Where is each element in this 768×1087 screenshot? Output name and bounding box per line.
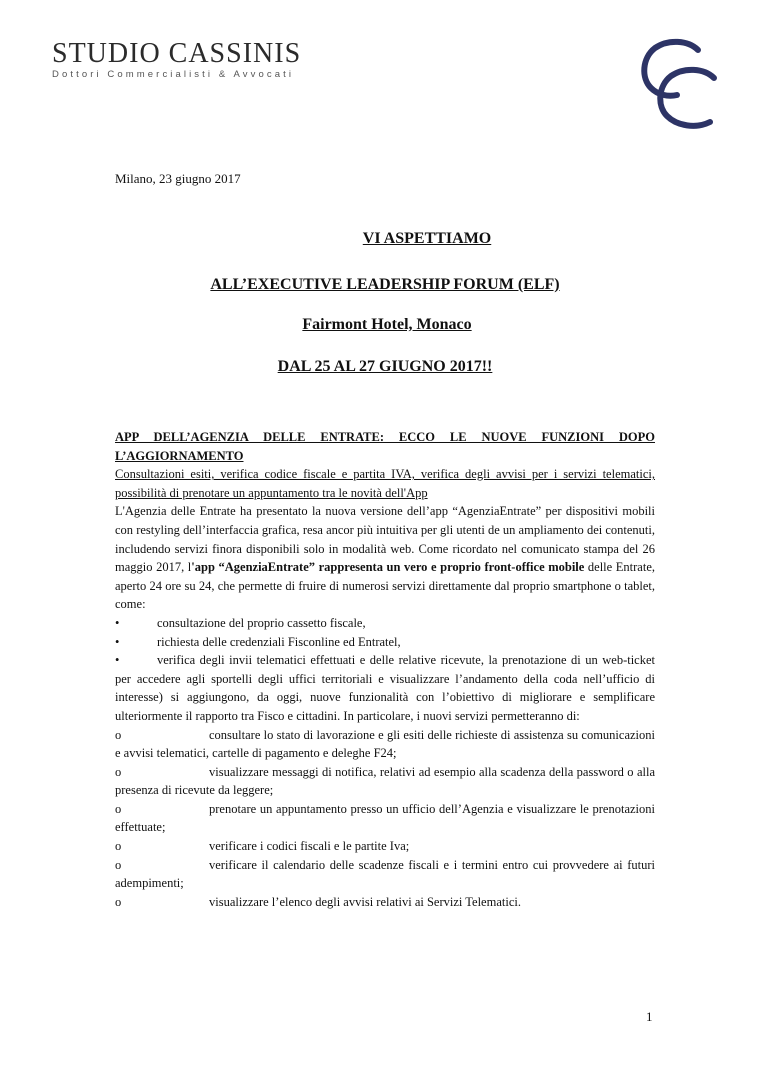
bullet-mark: • [115,653,120,668]
bullet-item-long [115,651,655,725]
bullet-mark: • [115,615,120,630]
service-text: visualizzare l’elenco degli avvisi relativi ai Servizi Telematici. [209,894,521,909]
service-mark: o [115,764,122,779]
bullet-text: consultazione del proprio cassetto fiscale, [157,615,366,630]
service-mark: o [115,857,122,872]
bullet-mark: • [115,634,120,649]
service-item [115,726,655,763]
service-item [115,763,655,800]
service-mark: o [115,727,122,742]
service-text: consultare lo stato di lavorazione e gli esiti delle richieste di assistenza su comunicazioni e avvisi telematici, cartelle di pagamento e deleghe F24; [115,727,655,761]
headline-2: ALL’EXECUTIVE LEADERSHIP FORUM (ELF) [210,276,560,293]
bullet-text: richiesta delle credenziali Fisconline ed Entratel, [157,634,401,649]
studio-brand [52,40,301,80]
headline-3: Fairmont Hotel, Monaco [302,316,472,333]
service-mark: o [115,894,122,909]
service-item [115,856,655,893]
service-text: visualizzare messaggi di notifica, relativi ad esempio alla scadenza della password o alla presenza di ricevute da leggere; [115,764,655,798]
article-subtitle: Consultazioni esiti, verifica codice fiscale e partita IVA, verifica degli avvisi per i servizi telematici, possibilità di prenotare un appuntamento tra le novità dell'App [115,467,655,500]
brand-name: STUDIO CASSINIS [52,38,302,69]
article-title: APP DELL’AGENZIA DELLE ENTRATE: ECCO LE NUOVE FUNZIONI DOPO L’AGGIORNAMENTO [115,430,655,463]
service-text: verificare i codici fiscali e le partite Iva; [209,839,410,854]
intro-bold: 'app “AgenziaEntrate” rappresenta un vero e proprio front-office mobile [191,560,585,575]
service-mark: o [115,801,122,816]
bullet-text: verifica degli invii telematici effettuati e delle relative ricevute, la prenotazione di un web-ticket per accedere agli sportelli degli uffici territoriali e visualizzare l’andamento della coda nell’ufficio di interesse) si aggiungono, da oggi, nuove funzionalità con l’obiettivo di migliorare e semplificare ulteriormente il rapporto tra Fisco e cittadini. In particolare, i nuovi servizi permetteranno di: [115,653,655,723]
headline-1: VI ASPETTIAMO [362,230,492,247]
intro-text-2: delle Entrate, aperto 24 ore su 24, che permette di fruire di numerosi servizi direttamente dal proprio smartphone o tablet, come: [115,560,655,612]
article-intro [115,502,655,614]
page-number: 1 [646,1009,653,1024]
service-mark: o [115,839,122,854]
cc-logo [636,38,722,134]
letter-date: Milano, 23 giugno 2017 [115,171,241,186]
service-text: prenotare un appuntamento presso un ufficio dell’Agenzia e visualizzare le prenotazioni effettuate; [115,801,655,835]
headline-4: DAL 25 AL 27 GIUGNO 2017!! [277,358,493,375]
bullet-item [115,633,655,652]
service-text: verificare il calendario delle scadenze fiscali e i termini entro cui provvedere ai futuri adempimenti; [115,857,655,891]
bullet-item [115,614,655,633]
article-body [115,428,655,911]
service-item [115,800,655,837]
service-item [115,837,655,856]
brand-subtitle: Dottori Commercialisti & Avvocati [52,69,295,80]
service-item [115,893,655,912]
intro-text-1: L'Agenzia delle Entrate ha presentato la nuova versione dell’app “AgenziaEntrate” per dispositivi mobili con restyling dell’interfaccia grafica, resa ancor più intuitiva per gli utenti de un ampliamento dei contenuti, includendo servizi finora disponibili solo in modalità web. Come ricordato nel comunicato stampa del 26 maggio 2017, l [115,504,655,575]
